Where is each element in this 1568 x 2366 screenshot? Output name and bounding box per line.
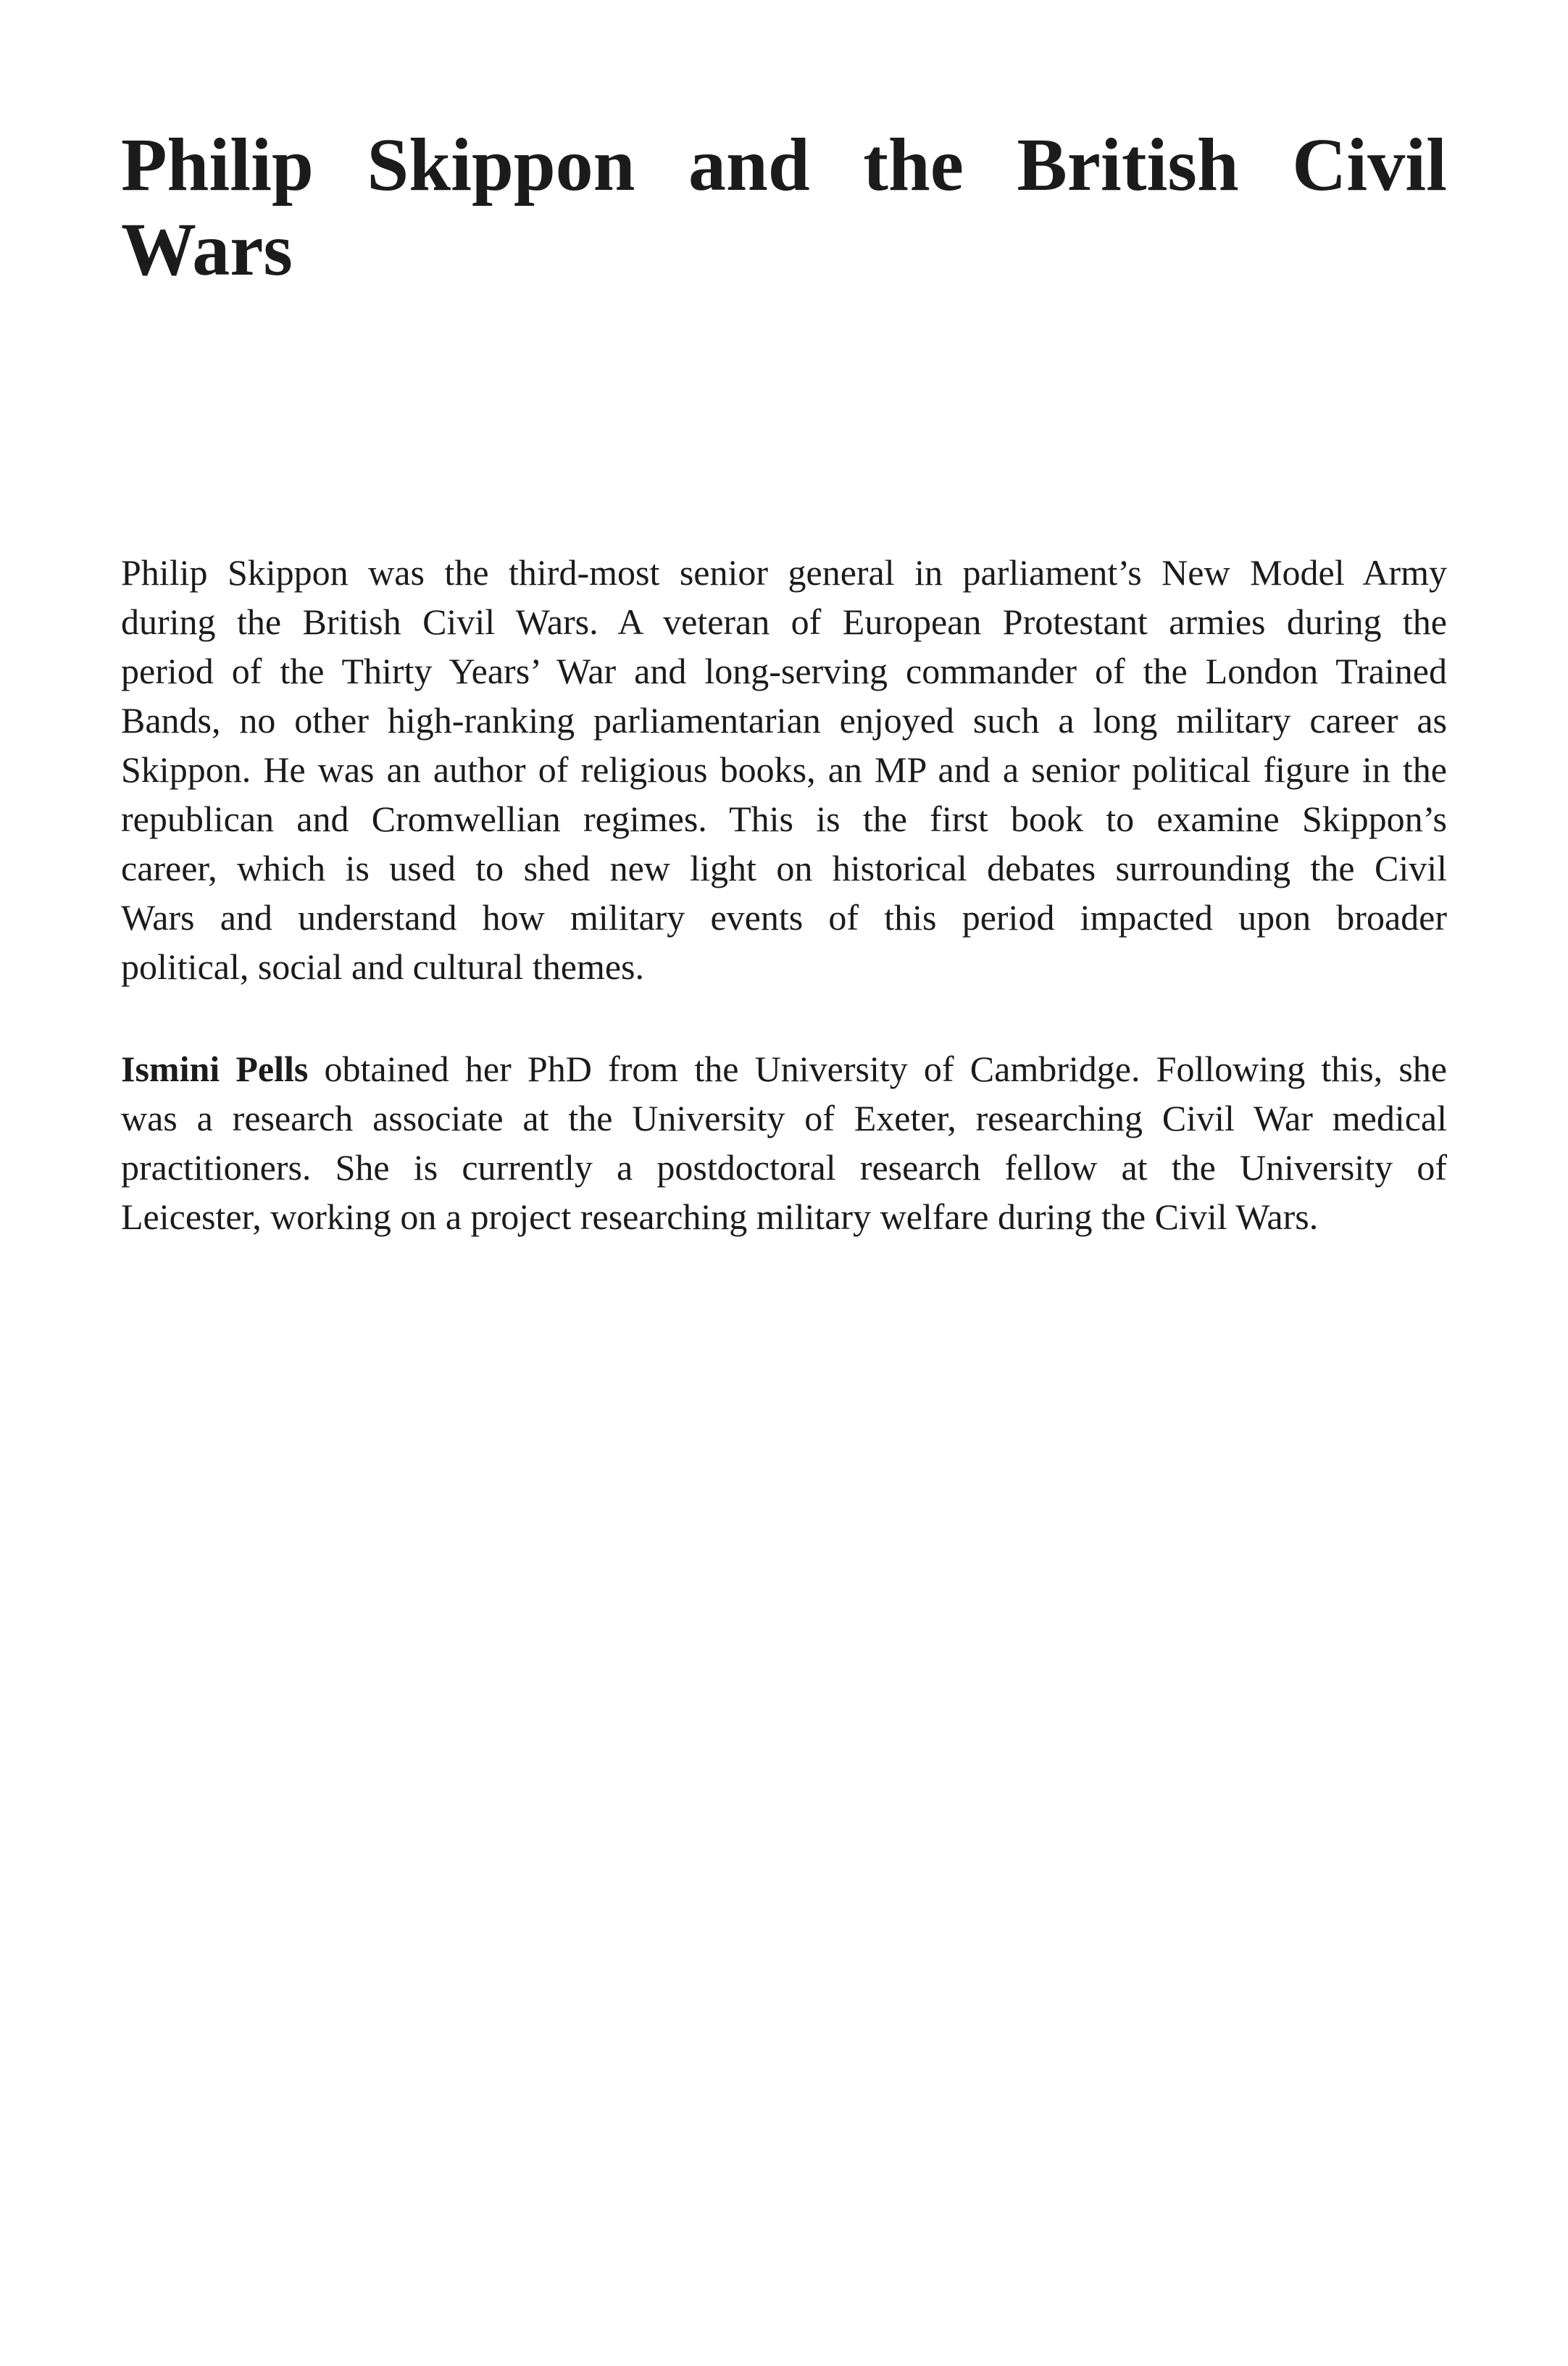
author-bio-line-2: was a research associate at the University of Exeter, researching Civil War medical (121, 1098, 1447, 1138)
author-name: Ismini Pells (121, 1049, 309, 1089)
page-title-line-1: Philip Skippon and the British Civil (121, 123, 1447, 207)
page-title-line-2: Wars (121, 208, 293, 291)
author-bio-line-4: Leicester, working on a project researching military welfare during the Civil Wars. (121, 1196, 1319, 1237)
page-title (121, 122, 1447, 292)
description-line-2: during the British Civil Wars. A veteran of European Protestant armies during the (121, 601, 1447, 642)
description-line-9: political, social and cultural themes. (121, 946, 644, 987)
description-line-6: republican and Cromwellian regimes. This is the first book to examine Skippon’s (121, 799, 1447, 839)
description-line-4: Bands, no other high-ranking parliamentarian enjoyed such a long military career as (121, 700, 1447, 741)
description-line-8: Wars and understand how military events of this period impacted upon broader (121, 897, 1447, 938)
description-line-5: Skippon. He was an author of religious books, an MP and a senior political figure in the (121, 749, 1447, 790)
author-bio-line-1 (121, 1044, 1447, 1094)
author-bio-line-3: practitioners. She is currently a postdoctoral research fellow at the University of (121, 1147, 1447, 1188)
description-line-3: period of the Thirty Years’ War and long-serving commander of the London Trained (121, 651, 1447, 691)
page-content (121, 0, 1447, 1241)
author-bio-line-1-text: obtained her PhD from the University of Cambridge. Following this, she (308, 1049, 1447, 1089)
description-line-7: career, which is used to shed new light on historical debates surrounding the Civil (121, 848, 1447, 888)
book-description (121, 548, 1447, 991)
author-bio (121, 1044, 1447, 1241)
description-line-1: Philip Skippon was the third-most senior general in parliament’s New Model Army (121, 552, 1447, 593)
